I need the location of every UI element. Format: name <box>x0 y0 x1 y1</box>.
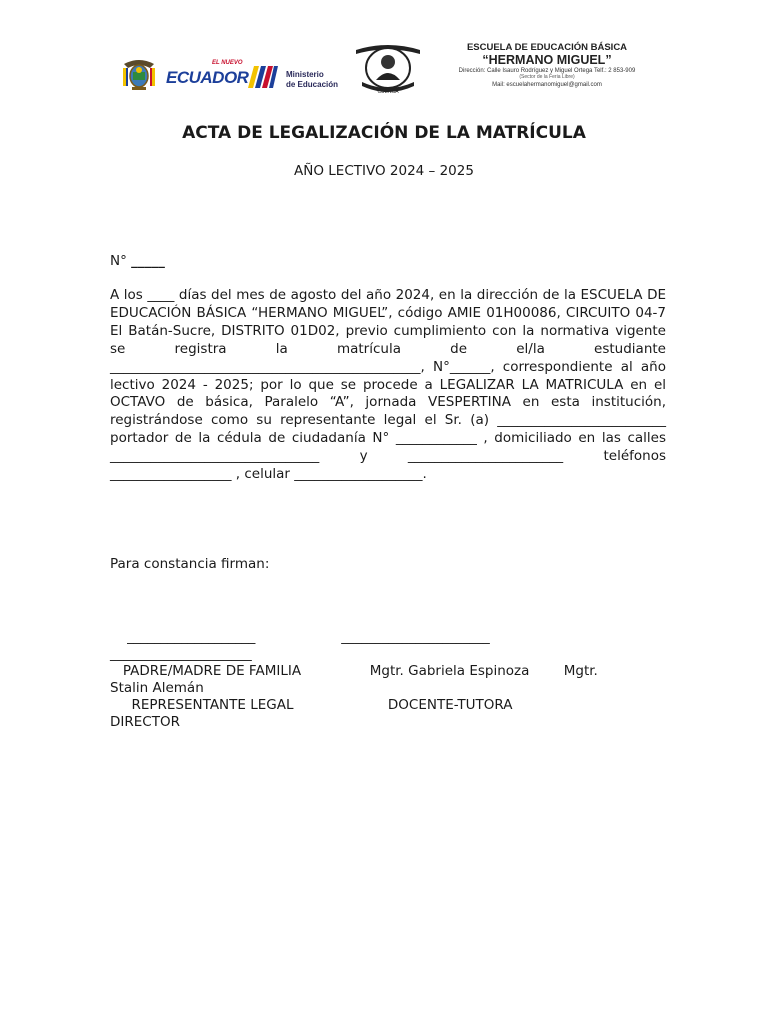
number-blank: _____ <box>131 253 165 269</box>
document-header <box>0 0 768 110</box>
signature-row-2: Stalin Alemán <box>110 680 204 696</box>
signature-names <box>110 663 666 731</box>
school-sector: (Sector de la Feria Libre) <box>519 74 575 80</box>
ministry-line-2: de Educación <box>286 80 339 89</box>
ecuador-flag-stripes-icon <box>248 66 278 88</box>
ecuador-logo-small-text: EL NUEVO <box>212 60 243 66</box>
signature-line-row-1: ___________________ ______________________ <box>110 629 490 645</box>
document-number <box>110 253 165 269</box>
signature-row-3: REPRESENTANTE LEGAL DOCENTE-TUTORA <box>110 697 513 713</box>
signature-line-row-2: _____________________ <box>110 646 252 662</box>
body-paragraph: A los ____ días del mes de agosto del año 2024, en la dirección de la ESCUELA DE EDUCACIÓN BÁSICA “HERMANO MIGUEL”, código AMIE 01H00086, CIRCUITO 04-7 El Batán-Sucre, DISTRITO 01D02, previo cumplimiento con la normativa vigente se registra la matrícula de el/la estudiante ______________________________________________, N°______, correspondiente al año lectivo 2024 - 2025; por lo que se procede a LEGALIZAR LA MATRICULA en el OCTAVO de básica, Paralelo “A”, jornada VESPERTINA en esta institución, registrándose como su representante legal el Sr. (a) _________________________ portador de la cédula de ciudadanía N° ____________ , domiciliado en las calles _______________________________ y _______________________ teléfonos __________________ , celular ___________________. <box>110 287 666 483</box>
school-address: Dirección: Calle Isauro Rodríguez y Miguel Ortega Telf.: 2 853-909 <box>458 68 636 74</box>
constancia-text: Para constancia firman: <box>110 556 270 572</box>
document-body <box>110 287 666 484</box>
svg-text:CUENCA: CUENCA <box>377 89 399 94</box>
ministry-logo-text <box>286 70 338 90</box>
school-name-line-2: “HERMANO MIGUEL” <box>482 53 612 67</box>
school-mail: Mail: escuelahermanomiguel@gmail.com <box>492 82 602 88</box>
school-info <box>422 42 672 88</box>
signature-row-4: DIRECTOR <box>110 714 180 730</box>
document-subtitle: AÑO LECTIVO 2024 – 2025 <box>294 163 474 179</box>
ecuador-logo <box>166 60 278 92</box>
signature-row-1: PADRE/MADRE DE FAMILIA Mgtr. Gabriela Espinoza Mgtr. <box>110 663 598 679</box>
signature-lines <box>110 629 666 663</box>
school-seal-icon <box>348 42 428 94</box>
ecuador-logo-word: ECUADOR <box>166 68 249 87</box>
ecuador-coat-of-arms-icon <box>120 58 158 92</box>
ministry-line-1: Ministerio <box>286 70 324 79</box>
number-label: N° <box>110 253 132 269</box>
school-name-line-1: ESCUELA DE EDUCACIÓN BÁSICA <box>466 42 628 53</box>
document-title: ACTA DE LEGALIZACIÓN DE LA MATRÍCULA <box>182 123 586 143</box>
